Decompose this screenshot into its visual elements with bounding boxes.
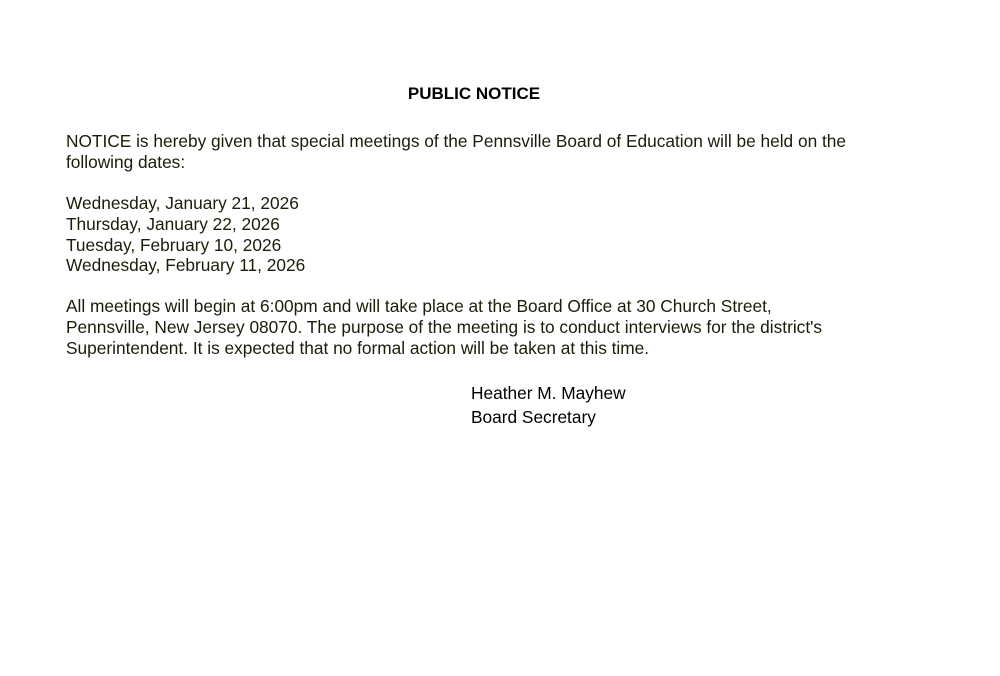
details-paragraph (66, 296, 822, 358)
meeting-date: Thursday, January 22, 2026 (66, 213, 280, 234)
details-line: Superintendent. It is expected that no formal action will be taken at this time. (66, 337, 650, 358)
intro-line: following dates: (66, 151, 186, 172)
signatory-role: Board Secretary (471, 407, 596, 427)
intro-line: NOTICE is hereby given that special meetings of the Pennsville Board of Education will be held on the (66, 131, 847, 151)
notice-title: PUBLIC NOTICE (407, 84, 541, 103)
meeting-date: Tuesday, February 10, 2026 (66, 234, 282, 255)
signatory-name: Heather M. Mayhew (471, 383, 626, 403)
meeting-date: Wednesday, January 21, 2026 (66, 193, 299, 213)
signature-block (471, 381, 626, 429)
details-line: Pennsville, New Jersey 08070. The purpose of the meeting is to conduct interviews for the district's (66, 316, 823, 337)
details-line: All meetings will begin at 6:00pm and will take place at the Board Office at 30 Church Street, (66, 296, 772, 316)
intro-paragraph (66, 131, 846, 173)
meeting-date: Wednesday, February 11, 2026 (66, 255, 306, 276)
meeting-dates-list (66, 193, 305, 276)
